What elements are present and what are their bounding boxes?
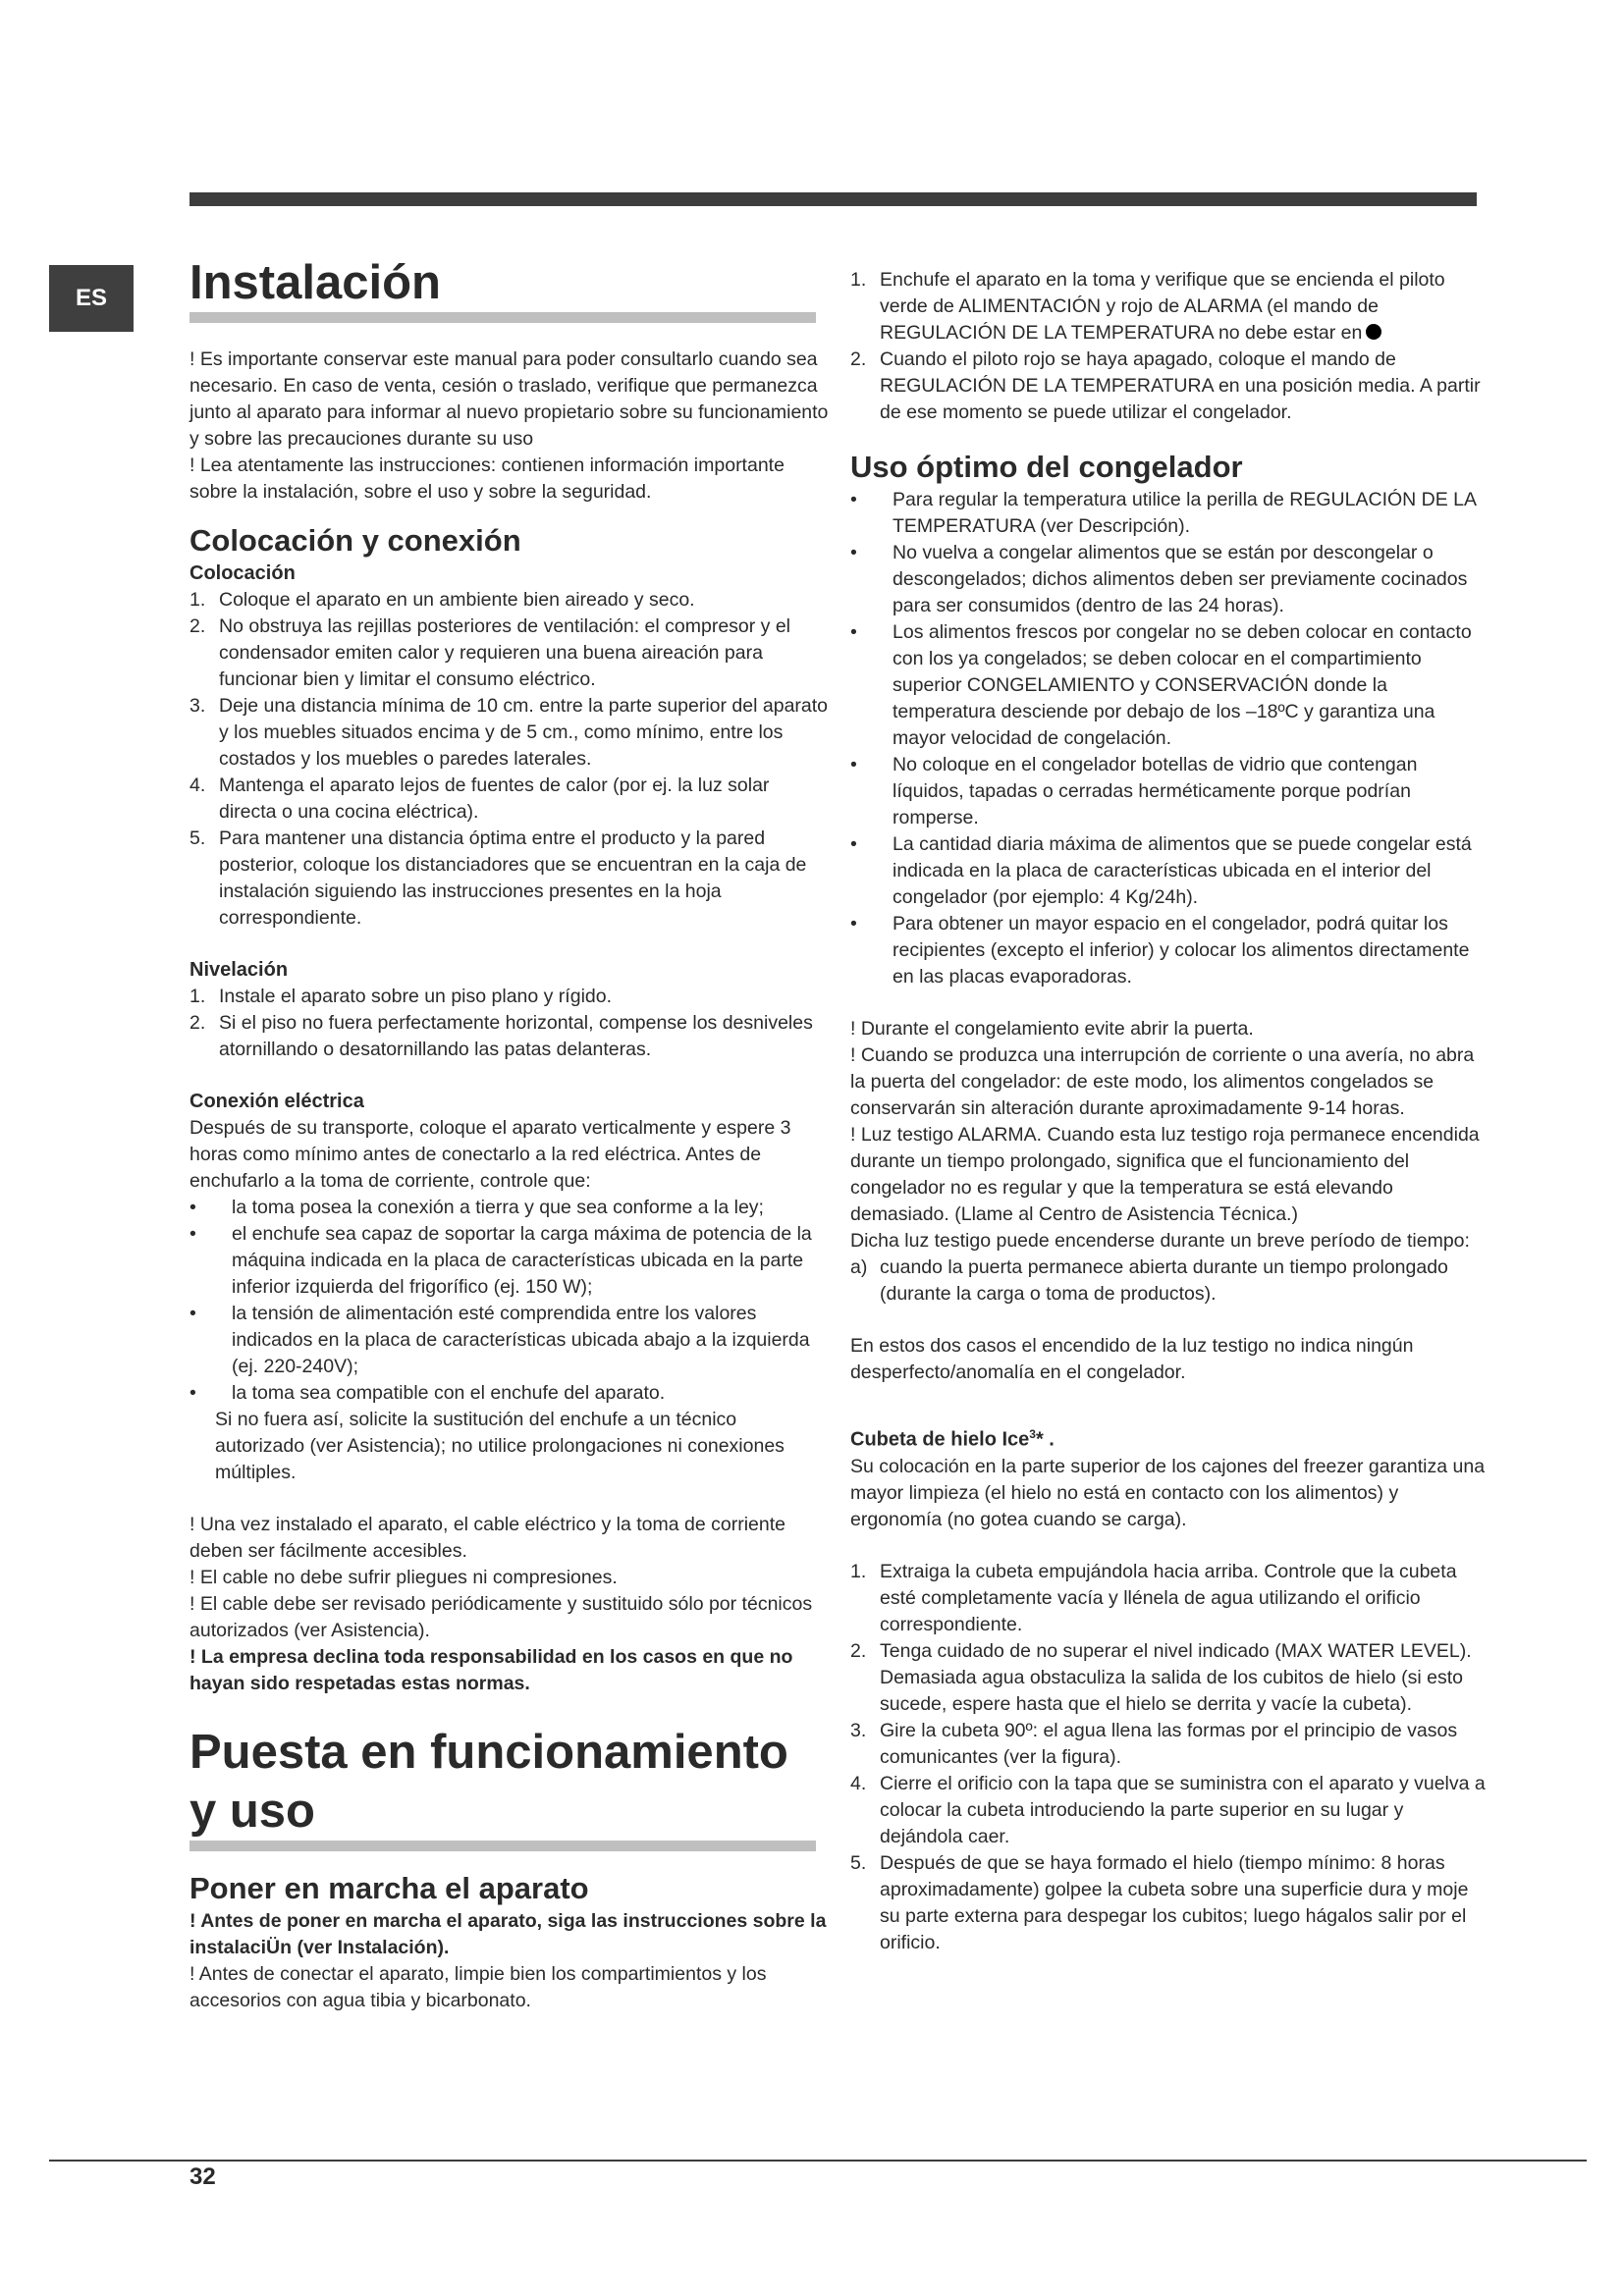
start-list: [850, 267, 1489, 426]
list-item: 4. Cierre el orificio con la tapa que se suministra con el aparato y vuelva a colocar la cubeta introduciendo la parte superior en su lugar y dejándola caer.: [850, 1772, 1486, 1847]
right-column: [850, 267, 1489, 1956]
list-item: • Los alimentos frescos por congelar no se deben colocar en contacto con los ya congelados; se deben colocar en el compartimiento superior CONGELAMIENTO y CONSERVACIÓN donde la temperatura desciende por debajo de los –18ºC y garantiza una mayor velocidad de congelación.: [850, 621, 1472, 749]
warning-bold: ! Antes de poner en marcha el aparato, siga las instrucciones sobre la instalaciÜn (ver Instalación).: [189, 1910, 827, 1958]
section-heading: Poner en marcha el aparato: [189, 1871, 589, 1905]
list-item: • el enchufe sea capaz de soportar la carga máxima de potencia de la máquina indicada en la placa de características ubicada en la parte inferior izquierda del frigorífico (ej. 150 W);: [189, 1223, 812, 1298]
bottom-rule: [49, 2160, 1587, 2162]
list-item: • No vuelva a congelar alimentos que se están por descongelar o descongelados; dichos alimentos deben ser previamente cocinados para ser consumidos (dentro de las 24 horas).: [850, 542, 1468, 616]
page-number: 32: [189, 2163, 216, 2190]
list-item: • la toma sea compatible con el enchufe del aparato.: [189, 1382, 666, 1404]
list-item: 2. No obstruya las rejillas posteriores de ventilación: el compresor y el condensador emiten calor y requieren una buena aireación para funcionar bien y limitar el consumo eléctrico.: [189, 615, 791, 690]
list-item: • Para regular la temperatura utilice la perilla de REGULACIÓN DE LA TEMPERATURA (ver Descripción).: [850, 489, 1476, 537]
section-heading: Colocación y conexión: [189, 523, 521, 558]
uso-bullets: [850, 487, 1489, 990]
list-item: 1. Extraiga la cubeta empujándola hacia arriba. Controle que la cubeta esté completamente vacía y llénela de agua utilizando el orificio correspondiente.: [850, 1560, 1457, 1635]
list-item: 3. Deje una distancia mínima de 10 cm. entre la parte superior del aparato y los muebles situados encima y de 5 cm., como mínimo, entre los costados y los muebles o paredes laterales.: [189, 695, 829, 770]
intro-paragraph: ! Lea atentamente las instrucciones: contienen información importante sobre la instalación, sobre el uso y sobre la seguridad.: [189, 454, 785, 503]
list-item: 1. Instale el aparato sobre un piso plano y rígido.: [189, 986, 613, 1007]
top-rule: [189, 192, 1477, 206]
page-title: Instalación: [189, 256, 441, 309]
list-item: 5. Para mantener una distancia óptima entre el producto y la pared posterior, coloque los distanciadores que se encuentran en la caja de instalación siguiendo las instrucciones presentes en la hoja correspondiente.: [189, 828, 807, 929]
note: Dicha luz testigo puede encenderse durante un breve período de tiempo:: [850, 1230, 1470, 1252]
section-heading: Uso óptimo del congelador: [850, 450, 1243, 484]
language-tab: ES: [49, 265, 134, 332]
list-item: • No coloque en el congelador botellas de vidrio que contengan líquidos, tapadas o cerradas herméticamente porque podrían romperse.: [850, 754, 1418, 828]
list-item: 2. Si el piso no fuera perfectamente horizontal, compense los desniveles atornillando o desatornillando las patas delanteras.: [189, 1012, 813, 1060]
subsection-heading: Nivelación: [189, 959, 289, 981]
list-item: 4. Mantenga el aparato lejos de fuentes de calor (por ej. la luz solar directa o una cocina eléctrica).: [189, 774, 770, 823]
paragraph: Si no fuera así, solicite la sustitución del enchufe a un técnico autorizado (ver Asistencia); no utilice prolongaciones ni conexiones múltiples.: [215, 1409, 785, 1483]
subsection-heading: Colocación: [189, 562, 296, 584]
list-item: • la tensión de alimentación esté comprendida entre los valores indicados en la placa de características ubicada abajo a la izquierda (ej. 220-240V);: [189, 1303, 810, 1377]
puesta-title-block: [189, 1723, 816, 1851]
nivelacion-list: [189, 984, 830, 1063]
list-item: 1. Coloque el aparato en un ambiente bien aireado y seco.: [189, 589, 695, 611]
paragraph: En estos dos casos el encendido de la luz testigo no indica ningún desperfecto/anomalía en el congelador.: [850, 1335, 1414, 1383]
colocacion-list: [189, 587, 830, 932]
cubeta-list: [850, 1559, 1489, 1956]
list-item: 3. Gire la cubeta 90º: el agua llena las formas por el principio de vasos comunicantes (ver la figura).: [850, 1719, 1458, 1768]
list-item: 2. Cuando el piloto rojo se haya apagado, coloque el mando de REGULACIÓN DE LA TEMPERATURA en una posición media. A partir de ese momento se puede utilizar el congelador.: [850, 348, 1481, 423]
paragraph: Después de su transporte, coloque el aparato verticalmente y espere 3 horas como mínimo antes de conectarlo a la red eléctrica. Antes de enchufarlo a la toma de corriente, controle que:: [189, 1117, 791, 1192]
note: ! Luz testigo ALARMA. Cuando esta luz testigo roja permanece encendida durante un tiempo prolongado, significa que el funcionamiento del congelador no es regular y que la temperatura se está elevando demasiado. (Llame al Centro de Asistencia Técnica.): [850, 1124, 1480, 1225]
paragraph: ! Antes de conectar el aparato, limpie bien los compartimientos y los accesorios con agua tibia y bicarbonato.: [189, 1963, 767, 2011]
note-a-list: [850, 1255, 1489, 1308]
subsection-heading: Cubeta de hielo Ice$^3$* .: [850, 1427, 1055, 1451]
installation-title-block: [189, 253, 816, 323]
list-item: 5. Después de que se haya formado el hielo (tiempo mínimo: 8 horas aproximadamente) golpee la cubeta sobre una superficie dura y moje su parte externa para despegar los cubitos; luego hágalos salir por el orificio.: [850, 1851, 1469, 1953]
paragraph: Su colocación en la parte superior de los cajones del freezer garantiza una mayor limpieza (el hielo no está en contacto con los alimentos) y ergonomía (no gotea cuando se carga).: [850, 1455, 1486, 1530]
position-dot-icon: [1366, 324, 1381, 340]
note: ! Durante el congelamiento evite abrir la puerta.: [850, 1018, 1254, 1040]
warning: ! El cable no debe sufrir pliegues ni compresiones.: [189, 1567, 618, 1588]
warning-bold: ! La empresa declina toda responsabilidad en los casos en que no hayan sido respetadas estas normas.: [189, 1646, 793, 1694]
list-item: • La cantidad diaria máxima de alimentos que se puede congelar está indicada en la placa de características ubicada en el interior del congelador (por ejemplo: 4 Kg/24h).: [850, 833, 1472, 908]
list-item: a) cuando la puerta permanece abierta durante un tiempo prolongado (durante la carga o toma de productos).: [850, 1256, 1448, 1305]
list-item: 2. Tenga cuidado de no superar el nivel indicado (MAX WATER LEVEL). Demasiada agua obstaculiza la salida de los cubitos de hielo (si esto sucede, espere hasta que el hielo se derrita y vacíe la cubeta).: [850, 1639, 1472, 1715]
conexion-bullets: [189, 1195, 830, 1407]
list-item: • la toma posea la conexión a tierra y que sea conforme a la ley;: [189, 1197, 764, 1218]
section-title: Puesta en funcionamiento y uso: [189, 1726, 788, 1838]
intro-paragraph: ! Es importante conservar este manual para poder consultarlo cuando sea necesario. En caso de venta, cesión o traslado, verifique que permanezca junto al aparato para informar al nuevo propietario sobre su funcionamiento y sobre las precauciones durante su uso: [189, 348, 829, 450]
warning: ! Una vez instalado el aparato, el cable eléctrico y la toma de corriente deben ser fácilmente accesibles.: [189, 1514, 785, 1562]
list-item: • Para obtener un mayor espacio en el congelador, podrá quitar los recipientes (excepto el inferior) y colocar los alimentos directamente en las placas evaporadoras.: [850, 913, 1470, 988]
warning: ! El cable debe ser revisado periódicamente y sustituido sólo por técnicos autorizados (ver Asistencia).: [189, 1593, 813, 1641]
note: ! Cuando se produzca una interrupción de corriente o una avería, no abra la puerta del congelador: de este modo, los alimentos congelados se conservarán sin alteración durante aproximadamente 9-14 horas.: [850, 1044, 1475, 1119]
subsection-heading: Conexión eléctrica: [189, 1091, 364, 1112]
left-column: [189, 253, 830, 2014]
list-item: 1. Enchufe el aparato en la toma y verifique que se encienda el piloto verde de ALIMENTACIÓN y rojo de ALARMA (el mando de REGULACIÓN DE LA TEMPERATURA no debe estar en: [850, 269, 1445, 344]
